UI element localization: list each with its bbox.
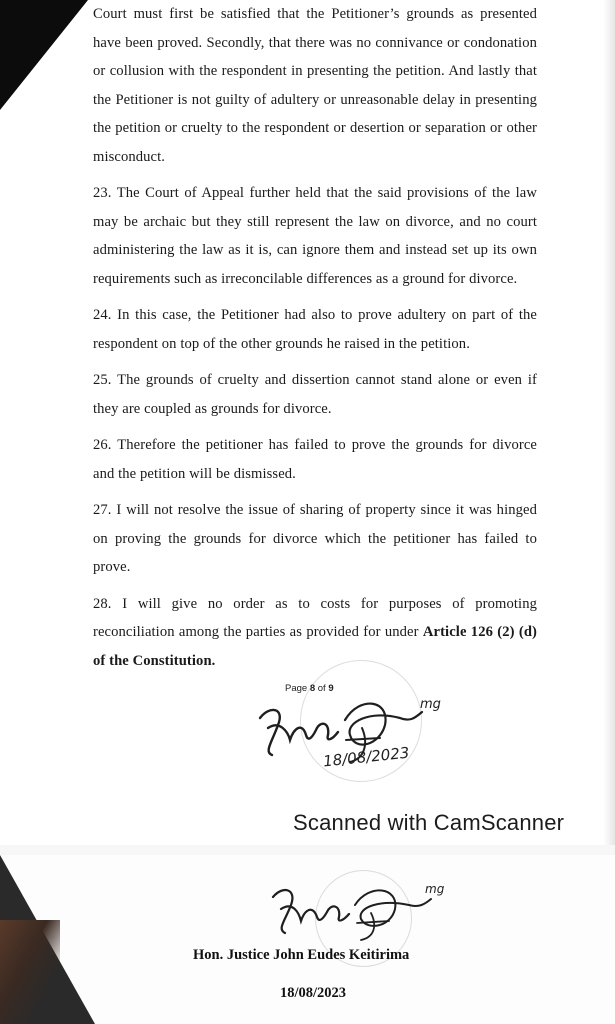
paragraph-27: 27. I will not resolve the issue of sharing of property since it was hinged on proving the grounds for divorce which the petitioner has failed to prove.	[93, 502, 537, 575]
paragraph-26: 26. Therefore the petitioner has failed to prove the grounds for divorce and the petition will be dismissed.	[93, 437, 537, 482]
paragraph-intro: Court must first be satisfied that the Petitioner’s grounds as presented have been proved. Secondly, that there was no connivance or condonation or collusion with the respondent in presenting the petition. And lastly that the Petitioner is not guilty of adultery or unreasonable delay in presenting the petition or cruelty to the respondent or desertion or separation or other misconduct.	[93, 6, 537, 165]
body-text	[93, 0, 537, 675]
paragraph-28-citation: Article 126 (2) (d) of the Constitution.	[93, 624, 537, 669]
page-edge-right	[603, 0, 615, 845]
thumb-shadow	[0, 920, 60, 1024]
handwritten-date: 18/08/2023	[322, 743, 411, 771]
page-separator	[0, 845, 615, 855]
signature-handwritten-2	[265, 877, 475, 947]
paragraph-24: 24. In this case, the Petitioner had also to prove adultery on part of the respondent on top of the other grounds he raised in the petition.	[93, 307, 537, 352]
signature-suffix-2: mg	[425, 882, 445, 896]
footer-page-of: of	[315, 683, 329, 694]
scan-corner-shadow	[0, 0, 88, 110]
footer-page-prefix: Page	[285, 683, 310, 694]
signature-handwritten	[250, 680, 470, 790]
scanner-watermark: Scanned with CamScanner	[293, 810, 565, 835]
paragraph-28-text: 28. I will give no order as to costs for purposes of promoting reconciliation among the parties as provided for under	[93, 595, 537, 640]
paragraph-25: 25. The grounds of cruelty and dissertion cannot stand alone or even if they are coupled as grounds for divorce.	[93, 372, 537, 417]
judgment-date: 18/08/2023	[280, 985, 347, 1001]
judge-name: Hon. Justice John Eudes Keitirima	[193, 947, 410, 963]
footer-page-total: 9	[328, 683, 334, 694]
footer-page-current: 8	[309, 683, 316, 694]
paragraph-28	[93, 590, 537, 676]
signature-suffix: mg	[420, 697, 441, 712]
paragraph-23: 23. The Court of Appeal further held that the said provisions of the law may be archaic but they still represent the law on divorce, and no court administering the law as it is, can ignore them and instead set up its own requirements such as irreconcilable differences as a ground for divorce.	[93, 185, 537, 287]
